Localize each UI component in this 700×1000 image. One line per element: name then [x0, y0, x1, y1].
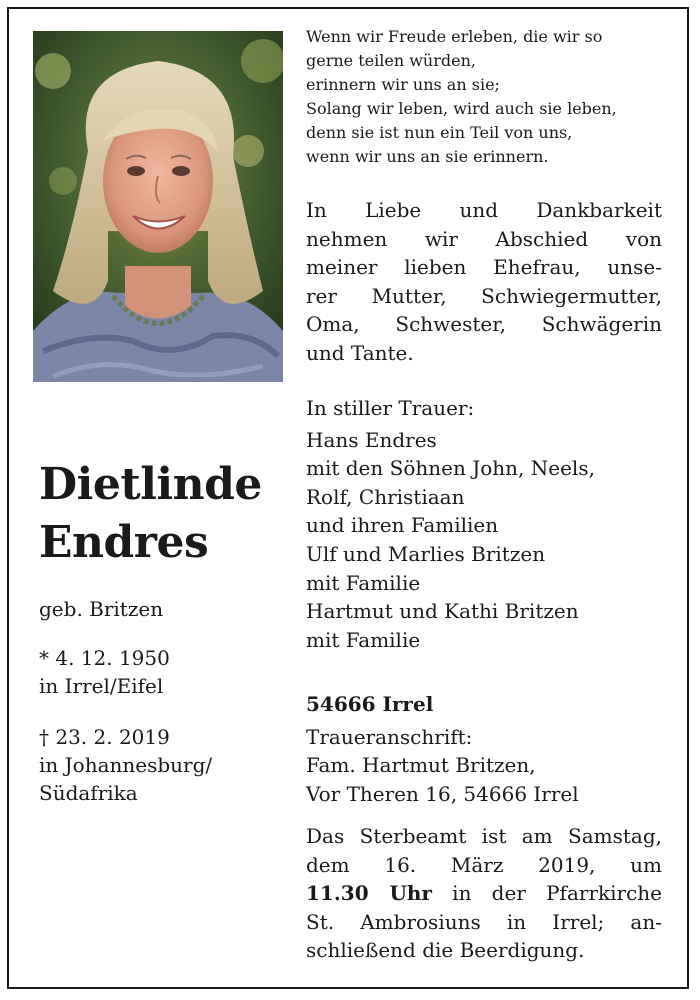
farewell-paragraph	[306, 196, 662, 368]
service-line: dem 16. März 2019, um	[306, 852, 662, 877]
mourner-line: und ihren Familien	[306, 513, 499, 538]
address-line: Fam. Hartmut Britzen,	[306, 753, 536, 778]
address-block	[306, 690, 662, 808]
address-place: 54666 Irrel	[306, 692, 434, 716]
poem-line: Solang wir leben, wird auch sie leben,	[306, 99, 617, 118]
poem-line: gerne teilen würden,	[306, 51, 476, 70]
address-label: Traueranschrift:	[306, 724, 473, 749]
farewell-line: nehmen wir Abschied von	[306, 226, 662, 251]
poem-line: erinnern wir uns an sie;	[306, 75, 500, 94]
deceased-first-name: Dietlinde	[39, 459, 262, 510]
poem-line: wenn wir uns an sie erinnern.	[306, 147, 549, 166]
mourners-heading: In stiller Trauer:	[306, 396, 475, 420]
service-line: Das Sterbeamt ist am Samstag,	[306, 824, 662, 848]
poem	[306, 25, 662, 169]
service-line-time	[306, 879, 662, 908]
mourner-line: mit Familie	[306, 627, 421, 652]
mourner-line: Hartmut und Kathi Britzen	[306, 599, 579, 624]
portrait-photo	[33, 31, 283, 382]
mourner-line: mit den Söhnen John, Neels,	[306, 456, 595, 481]
service-line-rest: in der Pfarrkirche	[431, 881, 662, 906]
farewell-line: Oma, Schwester, Schwägerin	[306, 312, 662, 337]
maiden-name: geb. Britzen	[39, 597, 164, 621]
mourner-line: mit Familie	[306, 570, 421, 595]
farewell-line: In Liebe und Dankbarkeit	[306, 198, 662, 222]
service-line: schließend die Beerdigung.	[306, 938, 585, 963]
mourner-line: Hans Endres	[306, 427, 437, 452]
poem-line: Wenn wir Freude erleben, die wir so	[306, 27, 603, 46]
death-place: in Johannesburg/	[39, 753, 213, 777]
farewell-line: rer Mutter, Schwiegermutter,	[306, 283, 662, 308]
death-place: Südafrika	[39, 781, 138, 805]
deceased-last-name: Endres	[39, 517, 209, 568]
birth-date: * 4. 12. 1950	[39, 646, 170, 670]
poem-line: denn sie ist nun ein Teil von uns,	[306, 123, 573, 142]
birth-place: in Irrel/Eifel	[39, 674, 164, 698]
mourner-line: Rolf, Christiaan	[306, 484, 465, 509]
mourners-block	[306, 394, 662, 654]
mourner-line: Ulf und Marlies Britzen	[306, 541, 546, 566]
service-line: St. Ambrosiuns in Irrel; an-	[306, 909, 662, 934]
service-paragraph	[306, 822, 662, 965]
death-date: † 23. 2. 2019	[39, 725, 170, 749]
farewell-line: und Tante.	[306, 340, 414, 365]
address-line: Vor Theren 16, 54666 Irrel	[306, 781, 579, 806]
service-time: 11.30 Uhr	[306, 881, 432, 906]
deceased-block	[39, 456, 284, 807]
farewell-line: meiner lieben Ehefrau, unse-	[306, 255, 662, 280]
